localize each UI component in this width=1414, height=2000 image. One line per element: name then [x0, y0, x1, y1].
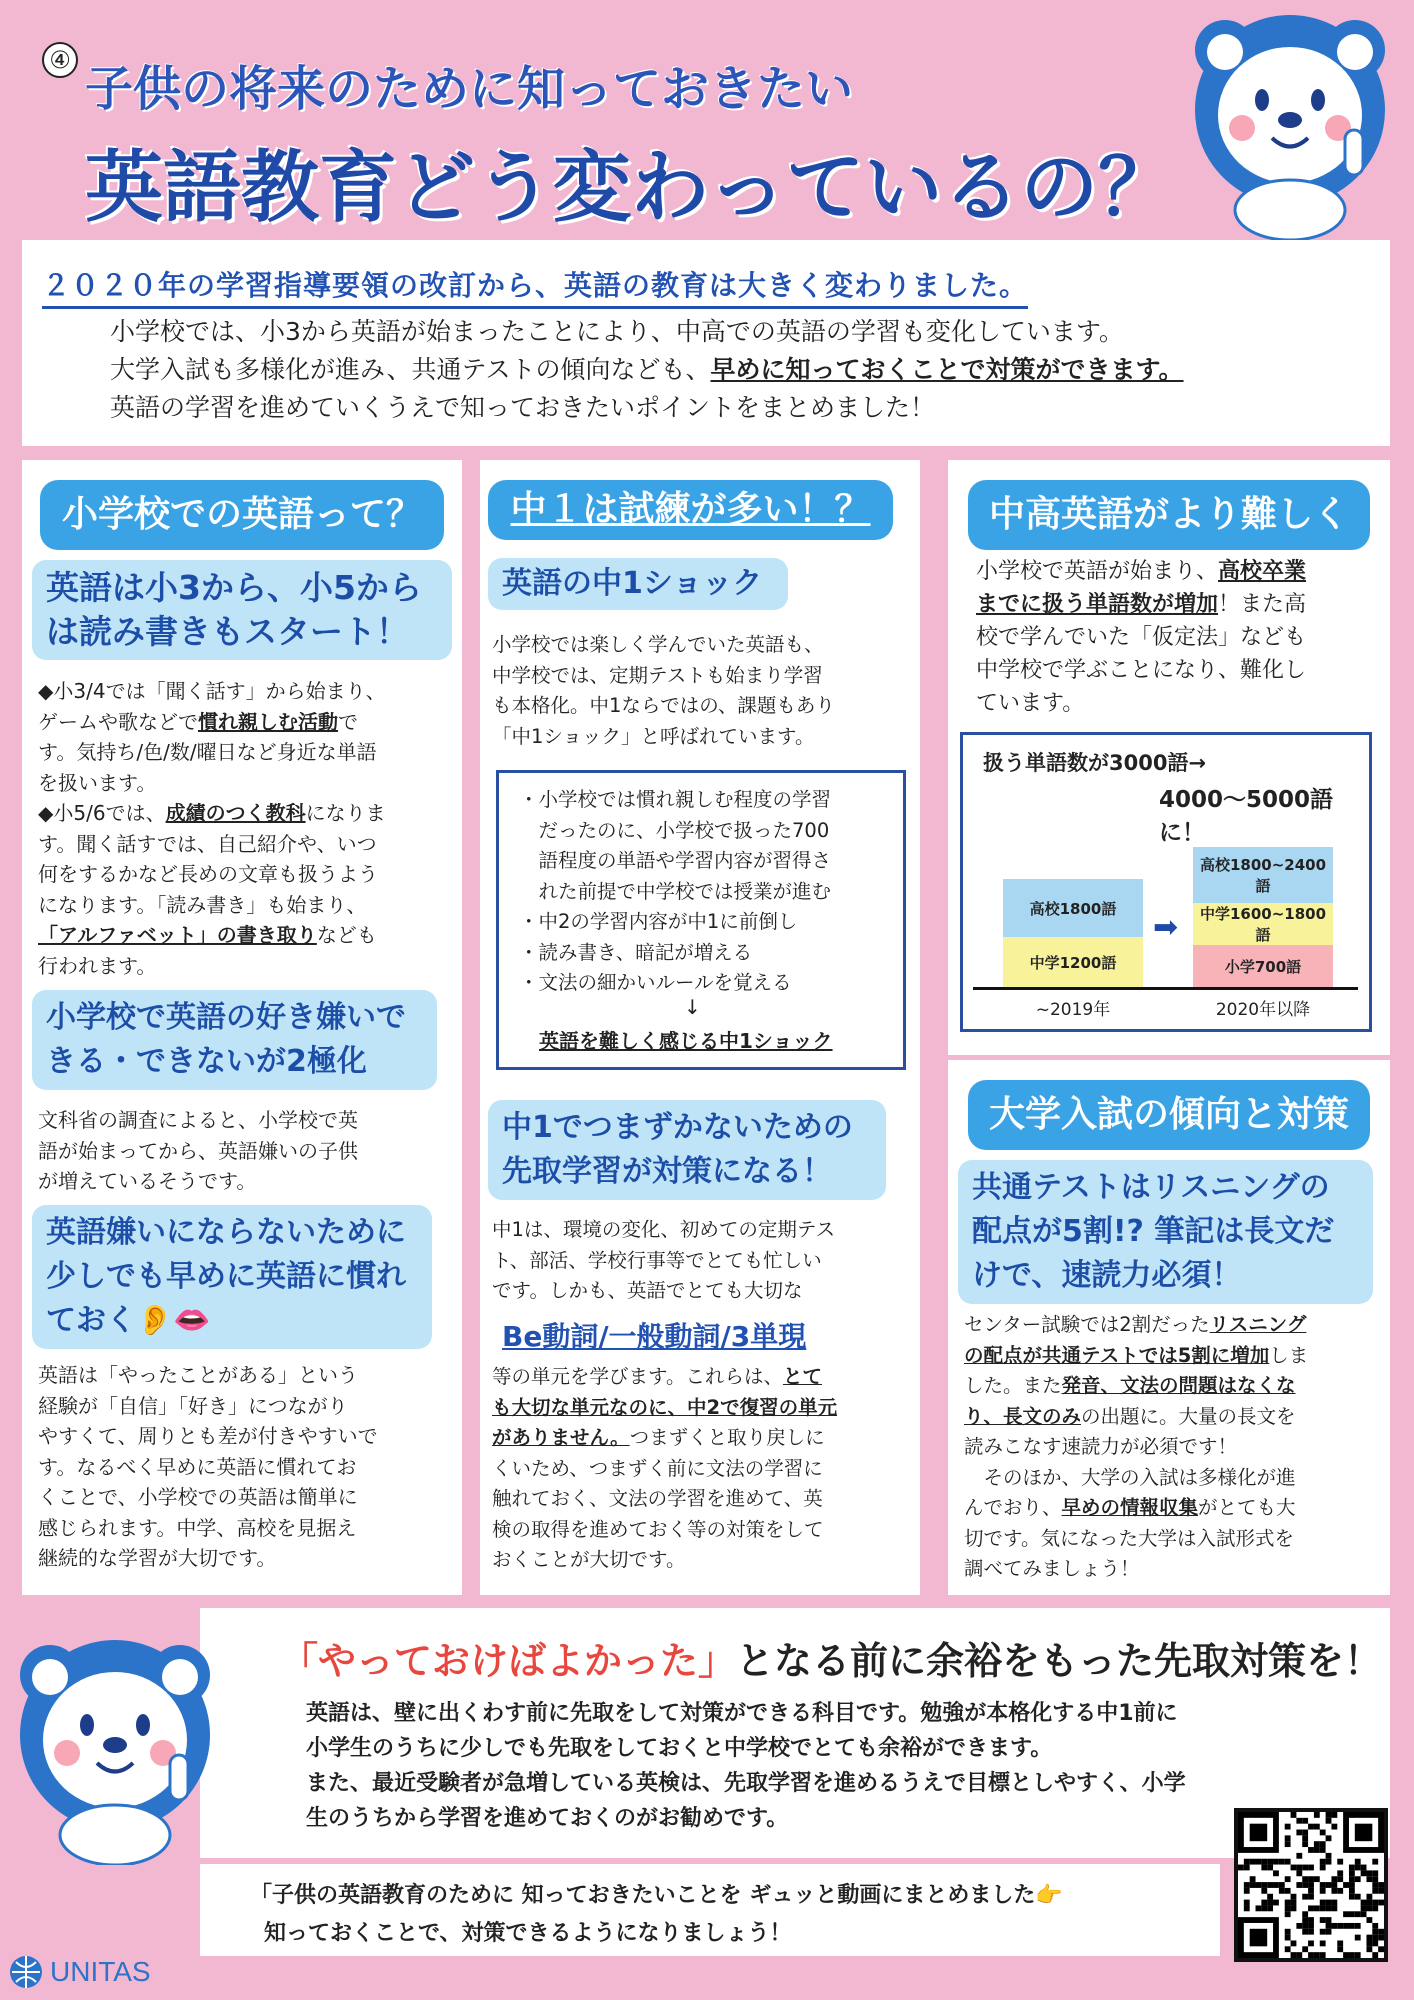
paragraph-elementary [38, 676, 458, 981]
intro-line-3: 英語の学習を進めていくうえで知っておきたいポイントをまとめました！ [110, 393, 936, 422]
text-line: んでおり、早めの情報収集がとても大 [964, 1496, 1296, 1519]
paragraph-busy [492, 1215, 912, 1307]
text-line: 感じられます。中学、高校を見据え [38, 1515, 357, 1540]
intro-line-2-text: 大学入試も多様化が進み、共通テストの傾向なども、 [110, 355, 711, 384]
shock-causes-list [519, 785, 831, 999]
column-harder [948, 460, 1390, 1055]
text-line: 検の取得を進めておく等の対策をして [492, 1517, 824, 1541]
paragraph-survey [38, 1105, 458, 1197]
column-header [488, 480, 893, 540]
text-line: ・読み書き、暗記が増える [519, 940, 753, 964]
text-line: 英語は「やったことがある」という [38, 1363, 358, 1387]
text-line: 小学校で英語が始まり、高校卒業 [976, 559, 1307, 584]
subheading-prelearning: 中1でつまずかないための先取学習が対策になる！ [488, 1100, 886, 1200]
summary-line: 小学生のうちに少しでも先取をしておくと中学校でとても余裕ができます。 [306, 1736, 1053, 1761]
text-line: 切です。気になった大学は入試形式を [964, 1526, 1294, 1550]
chart-bar-segment: 小学700語 [1193, 945, 1333, 987]
text-line: す。聞く話すでは、自己紹介や、いつ [38, 831, 377, 856]
text-line: 中1は、環境の変化、初めての定期テス [492, 1218, 836, 1241]
text-line: 触れておく、文法の学習を進めて、英 [492, 1487, 823, 1510]
text-line: 何をするかなど長めの文章も扱うよう [38, 862, 378, 886]
text-line: までに扱う単語数が増加！また高 [976, 592, 1307, 617]
paragraph-vocab [976, 555, 1376, 720]
text-line: 中学校で学ぶことになり、難化し [976, 658, 1307, 683]
shock-result: 英語を難しく感じる中1ショック [539, 1029, 833, 1053]
summary-headline-rest: となる前に余裕をもった先取対策を！ [736, 1639, 1383, 1683]
chart-bar-segment: 中学1200語 [1003, 937, 1143, 987]
chart-bar-segment: 高校1800~2400語 [1193, 847, 1333, 903]
column-header: 大学入試の傾向と対策 [968, 1080, 1370, 1150]
text-line: 語程度の単語や学習内容が習得さ [519, 849, 832, 872]
text-line: ています。 [976, 691, 1085, 716]
section-number: ④ [42, 42, 78, 78]
chart-category-label: ~2019年 [1035, 1000, 1111, 1020]
text-line: そのほか、大学の入試は多様化が進 [964, 1465, 1296, 1489]
text-line: の配点が共通テストでは5割に増加しま [964, 1343, 1309, 1367]
text-line: 経験が「自信」「好き」につながり [38, 1393, 348, 1418]
grammar-units: Be動詞/一般動詞/3単現 [502, 1320, 807, 1353]
subheading-polarize: 小学校で英語の好き嫌いできる・できないが2極化 [32, 990, 437, 1090]
chart-title-1: 扱う単語数が3000語→ [983, 751, 1207, 775]
chart-bar-segment: 中学1600~1800語 [1193, 903, 1333, 945]
text-line: 中学校では、定期テストも始まり学習 [492, 663, 823, 687]
shock-causes-box [496, 770, 906, 1070]
chart-baseline [973, 987, 1358, 990]
vocab-chart [960, 732, 1372, 1032]
bear-mascot-icon [1180, 10, 1400, 240]
intro-line-2-emphasis: 早めに知っておくことで対策ができます。 [710, 355, 1184, 384]
paragraph-shock [492, 630, 912, 752]
qr-code[interactable] [1234, 1808, 1388, 1962]
text-line: やすくて、周りとも差が付きやすいで [38, 1424, 378, 1448]
column-header-text: 中１は試練が多い！？ [510, 489, 871, 530]
page-subtitle: 子供の将来のために知っておきたい [85, 61, 854, 117]
text-line: を扱います。 [38, 770, 157, 795]
text-line: 調べてみましょう！ [964, 1557, 1140, 1580]
bear-mascot-icon [5, 1635, 225, 1865]
chart-title-2: 4000〜5000語に！ [1159, 787, 1334, 846]
text-line: です。しかも、英語でとても大切な [492, 1279, 803, 1302]
qr-code-icon [1238, 1812, 1384, 1958]
text-line: ・小学校では慣れ親しむ程度の学習 [519, 788, 832, 811]
text-line: ト、部活、学校行事等でとても忙しい [492, 1248, 822, 1272]
subheading-shock: 英語の中1ショック [488, 558, 788, 610]
column-header: 中高英語がより難しく [968, 480, 1370, 550]
text-line: 語が始まってから、英語嫌いの子供 [38, 1138, 358, 1163]
text-line: おくことが大切です。 [492, 1548, 686, 1571]
right-arrow-icon: ➡ [1153, 910, 1179, 945]
intro-heading: ２０２０年の学習指導要領の改訂から、英語の教育は大きく変わりました。 [42, 264, 1028, 309]
text-line: した。また発音、文法の問題はなくな [964, 1374, 1296, 1397]
chart-plot [963, 735, 1369, 1029]
page-title: 英語教育どう変わっているの？ [85, 143, 1177, 233]
text-line: 小学校では楽しく学んでいた英語も、 [492, 633, 824, 656]
chart-bar-segment: 高校1800語 [1003, 879, 1143, 937]
down-arrow-icon: ↓ [684, 995, 701, 1019]
column-university [948, 1060, 1390, 1595]
text-line: も本格化。中1ならではの、課題もあり [492, 694, 835, 717]
text-line: センター試験では2割だったリスニング [964, 1313, 1307, 1336]
text-line: 「アルファベット」の書き取りなども [38, 923, 377, 947]
brand-name: UNITAS [50, 1956, 151, 1987]
text-line: 文科省の調査によると、小学校で英 [38, 1108, 358, 1132]
text-line: も大切な単元なのに、中2で復習の単元 [492, 1395, 838, 1419]
text-line: になります。「読み書き」も始まり、 [38, 892, 367, 917]
intro-line-1: 小学校では、小3から英語が始まったことにより、中高での英語の学習も変化しています。 [110, 317, 1124, 346]
text-line: ・文法の細かいルールを覚える [519, 971, 792, 994]
text-line: だったのに、小学校で扱った700 [519, 818, 830, 842]
summary-line: 生のうちから学習を進めておくのがお勧めです。 [306, 1806, 789, 1831]
text-line: す。気持ち/色/数/曜日など身近な単語 [38, 740, 377, 764]
summary-headline [280, 1630, 1382, 1685]
text-line: くことで、小学校での英語は簡単に [38, 1485, 358, 1509]
chart-category-label: 2020年以降 [1215, 1000, 1311, 1020]
text-line: くいため、つまずく前に文法の学習に [492, 1456, 823, 1480]
intro-line-2 [110, 352, 1184, 388]
subheading-test: 共通テストはリスニングの配点が5割!? 筆記は長文だけで、速読力必須！ [958, 1160, 1373, 1304]
text-line: り、長文のみの出題に。大量の長文を [964, 1404, 1296, 1428]
summary-headline-red: 「やっておけばよかった」 [280, 1639, 737, 1683]
summary-panel [200, 1608, 1390, 1858]
paragraph-university [964, 1310, 1379, 1585]
text-line: す。なるべく早めに英語に慣れてお [38, 1454, 357, 1479]
text-line: が増えているそうです。 [38, 1169, 257, 1193]
summary-line: また、最近受験者が急増している英検は、先取学習を進めるうえで目標としやすく、小学 [306, 1771, 1186, 1796]
video-line-1: 「子供の英語教育のために 知っておきたいことを ギュッと動画にまとめました👉 [250, 1883, 1063, 1908]
text-line: ◆小5/6では、成績のつく教科になりま [38, 801, 386, 825]
text-line: れた前提で中学校では授業が進む [519, 879, 832, 903]
text-line: がありません。つまずくと取り戻しに [492, 1426, 825, 1449]
video-line-2: 知っておくことで、対策できるようになりましょう！ [264, 1921, 792, 1946]
text-line: 読みこなす速読力が必須です！ [964, 1435, 1238, 1458]
paragraph-grammar [492, 1362, 912, 1576]
globe-icon [8, 1954, 44, 1990]
column-junior-high [480, 460, 920, 1595]
video-panel [200, 1864, 1220, 1956]
text-line: ゲームや歌などで慣れ親しむ活動で [38, 709, 358, 734]
column-elementary [22, 460, 462, 1595]
text-line: ◆小3/4では「聞く話す」から始まり、 [38, 679, 386, 703]
subheading-start: 英語は小3から、小5からは読み書きもスタート！ [32, 560, 452, 660]
column-header: 小学校での英語って？ [40, 480, 444, 550]
text-line: 行われます。 [38, 953, 157, 978]
text-line: ・中2の学習内容が中1に前倒し [519, 910, 798, 933]
text-line: 校で学んでいた「仮定法」なども [976, 625, 1307, 650]
paragraph-early [38, 1360, 458, 1574]
intro-panel [22, 240, 1390, 446]
summary-line: 英語は、壁に出くわす前に先取をして対策ができる科目です。勉強が本格化する中1前に [306, 1701, 1178, 1726]
text-line: 継続的な学習が大切です。 [38, 1546, 277, 1570]
text-line: 「中1ショック」と呼ばれています。 [492, 724, 815, 748]
brand-logo [8, 1954, 151, 1990]
text-line: 等の単元を学びます。これらは、とて [492, 1365, 822, 1388]
summary-text [306, 1696, 1186, 1836]
subheading-early: 英語嫌いにならないために少しでも早めに英語に慣れておく👂👄 [32, 1205, 432, 1349]
